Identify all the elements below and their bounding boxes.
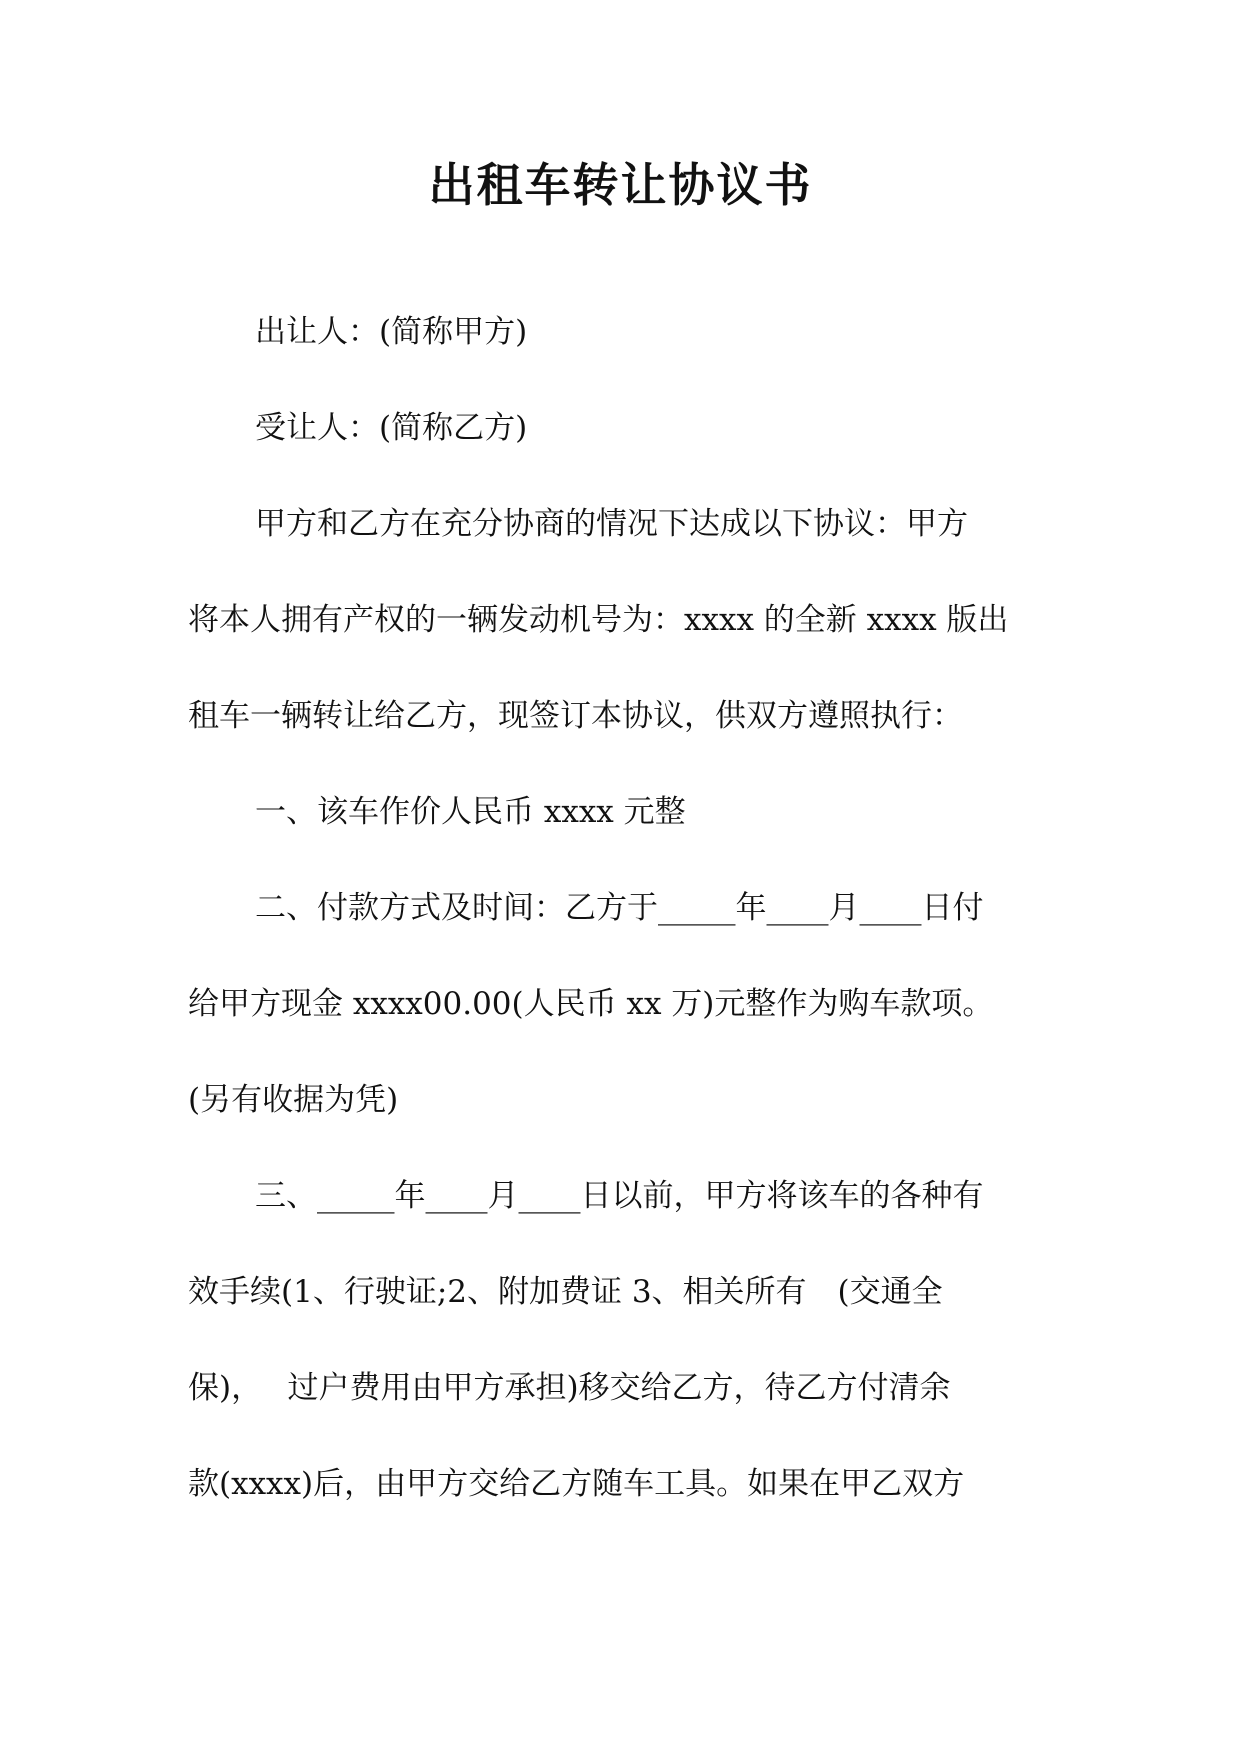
agreement-intro-line-3: 租车一辆转让给乙方，现签订本协议，供双方遵照执行：: [188, 698, 963, 734]
clause-3-line-2: 效手续(1、行驶证;2、附加费证 3、相关所有 (交通全: [188, 1274, 943, 1310]
agreement-intro-line-1: 甲方和乙方在充分协商的情况下达成以下协议：甲方: [255, 506, 968, 542]
clause-2-line-2: 给甲方现金 xxxx00.00(人民币 xx 万)元整作为购车款项。: [188, 986, 994, 1022]
document-title: 出租车转让协议书: [428, 158, 813, 212]
agreement-intro-line-2: 将本人拥有产权的一辆发动机号为：xxxx 的全新 xxxx 版出: [188, 602, 1009, 638]
clause-3-line-1: 三、_____年____月____日以前，甲方将该车的各种有: [255, 1178, 984, 1214]
clause-3-line-4: 款(xxxx)后，由甲方交给乙方随车工具。如果在甲乙双方: [188, 1466, 965, 1502]
transferor-line: 出让人：(简称甲方): [255, 314, 528, 350]
clause-2-line-1: 二、付款方式及时间：乙方于_____年____月____日付: [255, 890, 984, 926]
clause-1-line: 一、该车作价人民币 xxxx 元整: [255, 794, 686, 830]
clause-3-line-3: 保)， 过户费用由甲方承担)移交给乙方，待乙方付清余: [188, 1370, 951, 1406]
transferee-line: 受让人：(简称乙方): [255, 410, 528, 446]
clause-2-line-3: (另有收据为凭): [188, 1082, 399, 1118]
